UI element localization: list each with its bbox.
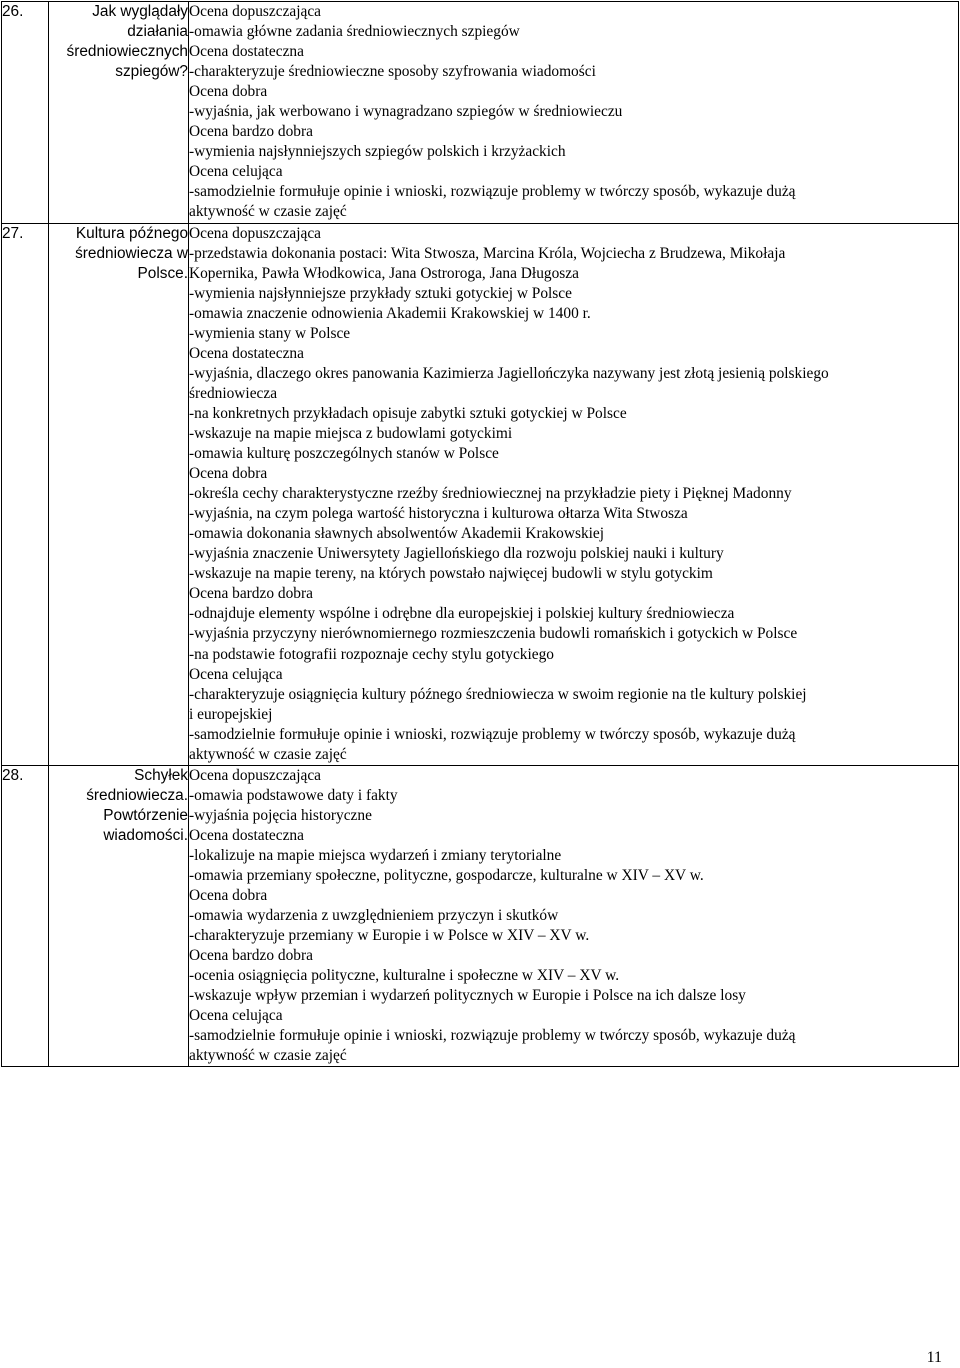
curriculum-table — [1, 1, 959, 1067]
grade-heading: Ocena bardzo dobra — [189, 585, 313, 603]
requirement-line: -wskazuje na mapie miejsca z budowlami gotyckimi — [189, 424, 513, 442]
requirement-line: -samodzielnie formułuje opinie i wnioski, rozwiązuje problemy w twórczy sposób, wykazuje dużą — [189, 725, 796, 743]
lesson-topic — [49, 2, 189, 224]
table-row — [2, 223, 959, 765]
topic-line: średniowiecza. — [86, 786, 188, 804]
grade-heading: Ocena dostateczna — [189, 826, 304, 844]
requirement-line: -przedstawia dokonania postaci: Wita Stwosza, Marcina Króla, Wojciecha z Brudzewa, Mikołaja — [189, 244, 786, 262]
requirement-line: -charakteryzuje średniowieczne sposoby szyfrowania wiadomości — [189, 63, 596, 81]
grade-requirements — [189, 2, 959, 224]
topic-line: Jak wyglądały — [92, 3, 188, 20]
requirement-line: -samodzielnie formułuje opinie i wnioski, rozwiązuje problemy w twórczy sposób, wykazuje dużą — [189, 1027, 796, 1045]
table-body — [2, 2, 959, 1067]
grade-requirements — [189, 223, 959, 765]
requirement-line: -odnajduje elementy wspólne i odrębne dla europejskiej i polskiej kultury średniowiecza — [189, 605, 735, 623]
topic-line: Kultura późnego — [75, 224, 188, 242]
requirement-line: -wskazuje wpływ przemian i wydarzeń politycznych w Europie i Polsce na ich dalsze losy — [189, 987, 746, 1005]
requirement-line: -charakteryzuje osiągnięcia kultury późnego średniowiecza w swoim regionie na tle kultury polskiej — [189, 685, 807, 703]
requirement-line: -omawia główne zadania średniowiecznych szpiegów — [189, 23, 520, 41]
topic-line: Polsce. — [137, 264, 188, 282]
requirement-line: -na konkretnych przykładach opisuje zabytki sztuki gotyckiej w Polsce — [189, 404, 627, 422]
requirement-line: -wyjaśnia, na czym polega wartość historyczna i kulturowa ołtarza Wita Stwosza — [189, 505, 688, 523]
requirement-line: -omawia dokonania sławnych absolwentów Akademii Krakowskiej — [189, 525, 605, 543]
grade-heading: Ocena dostateczna — [189, 344, 304, 362]
requirement-line: aktywność w czasie zajęć — [189, 1047, 347, 1065]
requirement-line: -omawia przemiany społeczne, polityczne, gospodarcze, kulturalne w XIV – XV w. — [189, 867, 704, 885]
lesson-number: 27. — [2, 223, 49, 765]
requirement-line: -omawia podstawowe daty i fakty — [189, 786, 398, 804]
requirement-line: -wymienia stany w Polsce — [189, 324, 351, 342]
requirement-line: -wyjaśnia, jak werbowano i wynagradzano szpiegów w średniowieczu — [189, 103, 623, 121]
requirement-line: -omawia kulturę poszczególnych stanów w Polsce — [189, 445, 499, 463]
table-row — [2, 2, 959, 224]
requirement-line: -omawia znaczenie odnowienia Akademii Krakowskiej w 1400 r. — [189, 304, 591, 322]
requirement-line: -wskazuje na mapie tereny, na których powstało najwięcej budowli w stylu gotyckim — [189, 565, 713, 583]
requirement-line: średniowiecza — [189, 384, 278, 402]
requirement-line: aktywność w czasie zajęć — [189, 203, 347, 221]
requirement-line: aktywność w czasie zajęć — [189, 745, 347, 763]
requirement-line: -wyjaśnia przyczyny nierównomiernego rozmieszczenia budowli romańskich i gotyckich w Polsce — [189, 625, 798, 643]
requirement-line: -omawia wydarzenia z uwzględnieniem przyczyn i skutków — [189, 907, 559, 925]
grade-heading: Ocena dobra — [189, 465, 268, 483]
grade-requirements — [189, 765, 959, 1067]
requirement-line: -wyjaśnia pojęcia historyczne — [189, 806, 372, 824]
grade-heading: Ocena dobra — [189, 887, 268, 905]
grade-heading: Ocena dopuszczająca — [189, 224, 322, 242]
lesson-topic — [49, 765, 189, 1067]
grade-heading: Ocena bardzo dobra — [189, 947, 313, 965]
grade-heading: Ocena celująca — [189, 1007, 283, 1025]
grade-heading: Ocena bardzo dobra — [189, 123, 313, 141]
topic-line: średniowiecza w — [75, 244, 188, 262]
table-row — [2, 765, 959, 1067]
requirement-line: i europejskiej — [189, 705, 273, 723]
topic-line: wiadomości. — [103, 826, 188, 844]
lesson-topic — [49, 223, 189, 765]
grade-heading: Ocena celująca — [189, 163, 283, 181]
page-number: 11 — [926, 1349, 942, 1366]
requirement-line: -lokalizuje na mapie miejsca wydarzeń i zmiany terytorialne — [189, 846, 562, 864]
grade-heading: Ocena dostateczna — [189, 43, 304, 61]
topic-line: działania — [127, 23, 188, 40]
requirement-line: -wymienia najsłynniejsze przykłady sztuki gotyckiej w Polsce — [189, 284, 572, 302]
requirement-line: -samodzielnie formułuje opinie i wnioski, rozwiązuje problemy w twórczy sposób, wykazuje dużą — [189, 183, 796, 201]
requirement-line: -określa cechy charakterystyczne rzeźby średniowiecznej na przykładzie piety i Pięknej Madonny — [189, 485, 792, 503]
requirement-line: -ocenia osiągnięcia polityczne, kulturalne i społeczne w XIV – XV w. — [189, 967, 620, 985]
grade-heading: Ocena celująca — [189, 665, 283, 683]
requirement-line: -wyjaśnia znaczenie Uniwersytety Jagiellońskiego dla rozwoju polskiej nauki i kultury — [189, 545, 724, 563]
lesson-number: 28. — [2, 765, 49, 1067]
topic-line: Schyłek — [134, 766, 188, 784]
requirement-line: -charakteryzuje przemiany w Europie i w Polsce w XIV – XV w. — [189, 927, 590, 945]
grade-heading: Ocena dopuszczająca — [189, 3, 322, 20]
topic-line: Powtórzenie — [103, 806, 188, 824]
requirement-line: Kopernika, Pawła Włodkowica, Jana Ostroroga, Jana Długosza — [189, 264, 579, 282]
requirement-line: -wymienia najsłynniejszych szpiegów polskich i krzyżackich — [189, 143, 566, 161]
lesson-number: 26. — [2, 2, 49, 224]
topic-line: szpiegów? — [115, 63, 188, 80]
requirement-line: -wyjaśnia, dlaczego okres panowania Kazimierza Jagiellończyka nazywany jest złotą jesienią polskiego — [189, 364, 829, 382]
topic-line: średniowiecznych — [66, 43, 188, 60]
grade-heading: Ocena dopuszczająca — [189, 766, 322, 784]
requirement-line: -na podstawie fotografii rozpoznaje cechy stylu gotyckiego — [189, 645, 554, 663]
grade-heading: Ocena dobra — [189, 83, 268, 101]
